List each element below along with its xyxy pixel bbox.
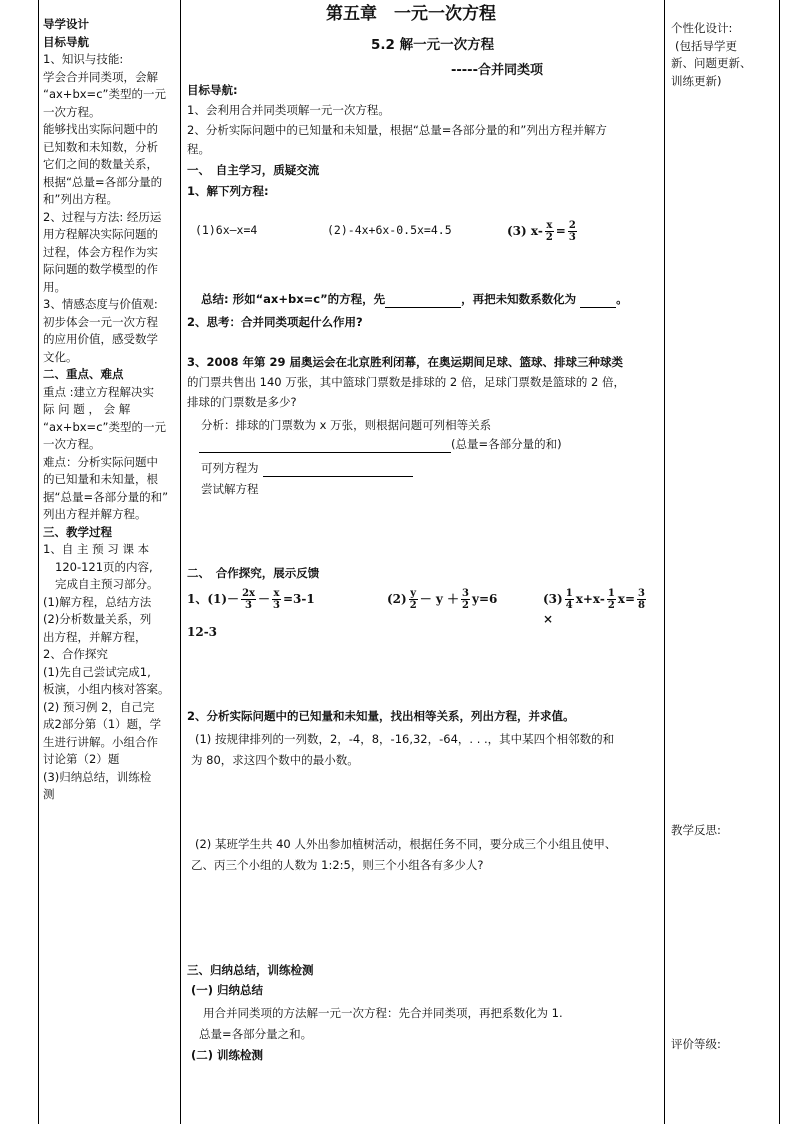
- p2e3-c: x=: [617, 592, 636, 606]
- key-line: 列出方程并解方程。: [43, 507, 147, 521]
- p2e1-n2: x: [273, 588, 280, 599]
- part2-q2-2-line: 乙、丙三个小组的人数为 1:2:5，则三个小组各有多少人?: [191, 858, 484, 872]
- summary-line: [201, 291, 661, 308]
- eq3-rhs-fraction: [568, 220, 577, 243]
- part2-q2-1-line: 为 80，求这四个数中的最小数。: [191, 753, 359, 767]
- p2e3-n1: 1: [565, 588, 573, 599]
- objective-line: “ax+bx=c”类型的一元: [43, 87, 166, 101]
- p2e1-a: 1、(1)－: [187, 592, 240, 606]
- p2e1-n1: 2x: [242, 588, 255, 599]
- design-title: 个性化设计:: [671, 21, 733, 35]
- left-column: [39, 0, 179, 804]
- goal-block: [187, 82, 657, 200]
- p2e2-c: y=6: [472, 592, 498, 606]
- process-list: [43, 541, 175, 804]
- q1-equations: [195, 220, 655, 246]
- chapter-title: 第五章 一元一次方程: [326, 4, 496, 24]
- eq3-rhs-num: 2: [568, 220, 576, 231]
- objective-line: 学会合并同类项，会解: [43, 69, 158, 84]
- objective-line: 一次方程。: [43, 104, 101, 119]
- analysis-text: 分析：排球的门票数为 x 万张，则根据问题可列相等关系: [201, 418, 492, 432]
- p2e2-d2: 2: [462, 600, 469, 611]
- p2e3-d1: 4: [565, 600, 573, 611]
- p2e3-a: (3): [543, 592, 563, 606]
- right-column: [665, 0, 779, 1124]
- part2-question-2: 2、分析实际问题中的已知量和未知量，找出相等关系，列出方程，并求值。: [187, 709, 575, 723]
- part2-eq-2: [387, 588, 497, 611]
- p2e3-n2: 1: [607, 588, 615, 599]
- key-line: 重点 :建立方程解决实: [43, 384, 155, 399]
- p2e2-d1: 2: [409, 600, 417, 611]
- equation-blank[interactable]: [263, 464, 413, 477]
- eq3-den: 2: [545, 232, 553, 243]
- p2e3-frac1: [565, 588, 574, 611]
- q3-line: 的门票共售出 140 万张，其中篮球门票数是排球的 2 倍，足球门票数是篮球的 2 倍，: [187, 375, 626, 389]
- p2e2-a: (2): [387, 592, 407, 606]
- objective-line: 文化。: [43, 349, 78, 364]
- relation-note: (总量=各部分量的和): [451, 437, 562, 451]
- objective-line: 2、过程与方法: 经历运: [43, 209, 162, 224]
- q3-line: [187, 354, 659, 371]
- objective-line: 3、情感态度与价值观:: [43, 297, 158, 311]
- relation-blank[interactable]: [199, 440, 451, 453]
- part3-test-title: (二) 训练检测: [191, 1048, 264, 1062]
- equation-1: (1)6x—x=4: [195, 223, 258, 237]
- design-line: 新、问题更新、: [671, 56, 752, 70]
- p2e3-d3: 8: [638, 600, 645, 611]
- objective-line: 1、知识与技能:: [43, 52, 124, 66]
- summary-text-a: 总结: 形如“ax+bx=c”的方程，先: [201, 292, 386, 306]
- p2e3-b: x+x-: [575, 592, 605, 606]
- process-line: 2、合作探究: [43, 647, 108, 661]
- p2e2-frac1: [409, 588, 418, 611]
- part3-summary-line: 用合并同类项的方法解一元一次方程：先合并同类项，再把系数化为 1.: [203, 1006, 563, 1020]
- p2e2-b: － y ＋: [419, 592, 460, 606]
- part2-q2-1-line: (1) 按规律排列的一列数，2，-4，8，-16,32，-64，. . .，其中某四个相邻数的和: [195, 732, 615, 746]
- reflection-label: 教学反思:: [671, 823, 721, 837]
- process-line: 测: [43, 787, 55, 801]
- part2-q2-2-line: (2) 某班学生共 40 人外出参加植树活动，根据任务不同，要分成三个小组且使甲、: [195, 837, 617, 851]
- q1-title: 1、解下列方程:: [187, 184, 269, 198]
- part2-title: 二、 合作探究，展示反馈: [187, 566, 320, 580]
- process-line: 成2部分第（1）题，学: [43, 717, 162, 731]
- p2e2-frac2: [461, 588, 470, 611]
- p2e2-n1: y: [410, 588, 417, 599]
- objectives-title: 目标导航: [43, 34, 89, 49]
- process-line: 出方程，并解方程，: [43, 629, 147, 644]
- q3-line: 排球的门票数是多少?: [187, 395, 297, 409]
- part1-title: 一、 自主学习，质疑交流: [187, 163, 320, 177]
- objective-line: 的应用价值，感受数学: [43, 332, 158, 346]
- eq3-equals: =: [555, 224, 566, 238]
- q3-line-a: 3、2008 年第 29 届奥运会在北京胜利闭幕，在奥运期间足球、篮球、排球三种球类: [187, 355, 624, 369]
- objective-line: 根据“总量=各部分量的: [43, 174, 163, 189]
- objective-line: 和”列出方程。: [43, 192, 118, 206]
- equation-3: [507, 220, 579, 243]
- try-solve-text: 尝试解方程: [201, 482, 259, 496]
- process-line: 完成自主预习部分。: [55, 577, 159, 591]
- p2e1-c: =3-1: [282, 592, 315, 606]
- part3-summary-title: (一) 归纳总结: [191, 983, 264, 997]
- process-line: 生进行讲解。小组合作: [43, 734, 158, 749]
- p2e3-frac3: [637, 588, 646, 611]
- p2e3-times: ×: [543, 612, 554, 626]
- summary-text-c: 。: [616, 292, 628, 306]
- relation-line: [199, 436, 659, 453]
- design-line: (包括导学更: [675, 38, 737, 53]
- process-line: 120-121页的内容,: [55, 559, 153, 574]
- key-points-title: 二、重点、难点: [43, 367, 124, 381]
- part3-summary-line: 总量=各部分量之和。: [199, 1027, 313, 1041]
- key-line: 一次方程。: [43, 437, 101, 451]
- key-line: 据“总量=各部分量的和”: [43, 489, 169, 504]
- grade-label: 评价等级:: [671, 1037, 721, 1051]
- subsection-title: -----合并同类项: [451, 63, 543, 78]
- eq3-num: x: [546, 220, 553, 231]
- goal-line: 1、会利用合并同类项解一元一次方程。: [187, 103, 390, 117]
- process-line: (2)分析数量关系，列: [43, 612, 152, 626]
- process-line: 板演，小组内核对答案。: [43, 682, 170, 696]
- process-title: 三、教学过程: [43, 524, 112, 539]
- process-line: 讨论第（2）题: [43, 752, 120, 766]
- process-line: (2) 预习例 2，自己完: [43, 699, 155, 714]
- objectives-list: [43, 51, 175, 366]
- equation-line: [201, 460, 413, 477]
- summary-blank-2[interactable]: [580, 295, 616, 308]
- p2e2-n2: 3: [462, 588, 469, 599]
- part2-eq-3-tail: 12-3: [187, 625, 218, 639]
- process-line: (1)先自己尝试完成1,: [43, 664, 151, 679]
- equation-2: (2)-4x+6x-0.5x=4.5: [327, 223, 452, 237]
- goal-line: 程。: [187, 142, 210, 156]
- part2-equations: [187, 588, 657, 626]
- eq3-fraction: [545, 220, 554, 243]
- equation-label: 可列方程为: [201, 461, 259, 475]
- objective-line: 已知数和未知数，分析: [43, 139, 158, 154]
- objective-line: 用。: [43, 279, 66, 294]
- p2e3-n3: 3: [638, 588, 645, 599]
- objective-line: 它们之间的数量关系，: [43, 157, 158, 171]
- objective-line: 用方程解决实际问题的: [43, 227, 158, 241]
- process-line: 1、自 主 预 习 课 本: [43, 542, 150, 556]
- p2e1-frac1: [241, 588, 256, 611]
- p2e1-d2: 3: [273, 600, 280, 611]
- question-2: 2、思考：合并同类项起什么作用?: [187, 315, 363, 329]
- p2e3-frac2: [607, 588, 616, 611]
- key-line: 难点：分析实际问题中: [43, 454, 158, 469]
- part2-eq-3: [543, 588, 657, 628]
- goal-line: 2、分析实际问题中的已知量和未知量，根据“总量=各部分量的和”列出方程并解方: [187, 123, 607, 137]
- objective-line: 能够找出实际问题中的: [43, 122, 158, 136]
- design-line: 训练更新): [671, 73, 722, 88]
- process-line: (1)解方程，总结方法: [43, 594, 152, 609]
- p2e1-b: －: [257, 592, 270, 606]
- p2e1-d1: 3: [245, 600, 252, 611]
- p2e3-d2: 2: [607, 600, 615, 611]
- key-line: “ax+bx=c”类型的一元: [43, 419, 166, 434]
- part3-title: 三、归纳总结，训练检测: [187, 963, 314, 977]
- left-heading: 导学设计: [43, 17, 89, 31]
- summary-blank-1[interactable]: [385, 295, 461, 308]
- p2e1-frac2: [272, 588, 281, 611]
- objective-line: 初步体会一元一次方程: [43, 314, 158, 329]
- objective-line: 际问题的数学模型的作: [43, 262, 158, 276]
- goal-title: 目标导航:: [187, 83, 238, 97]
- key-line: 的已知量和未知量，根: [43, 472, 158, 486]
- key-points-list: [43, 384, 175, 524]
- process-line: (3)归纳总结，训练检: [43, 769, 152, 784]
- key-line: 际 问 题 ， 会 解: [43, 402, 131, 416]
- main-column: [181, 0, 664, 1124]
- eq3-rhs-den: 3: [568, 232, 576, 243]
- part2-eq-1: [187, 588, 315, 611]
- summary-text-b: ，再把未知数系数化为: [461, 292, 577, 306]
- section-title: 5.2 解一元一次方程: [371, 37, 495, 53]
- objective-line: 过程，体会方程作为实: [43, 244, 158, 259]
- question-3: [187, 354, 659, 411]
- eq3-prefix: (3) x-: [507, 224, 543, 238]
